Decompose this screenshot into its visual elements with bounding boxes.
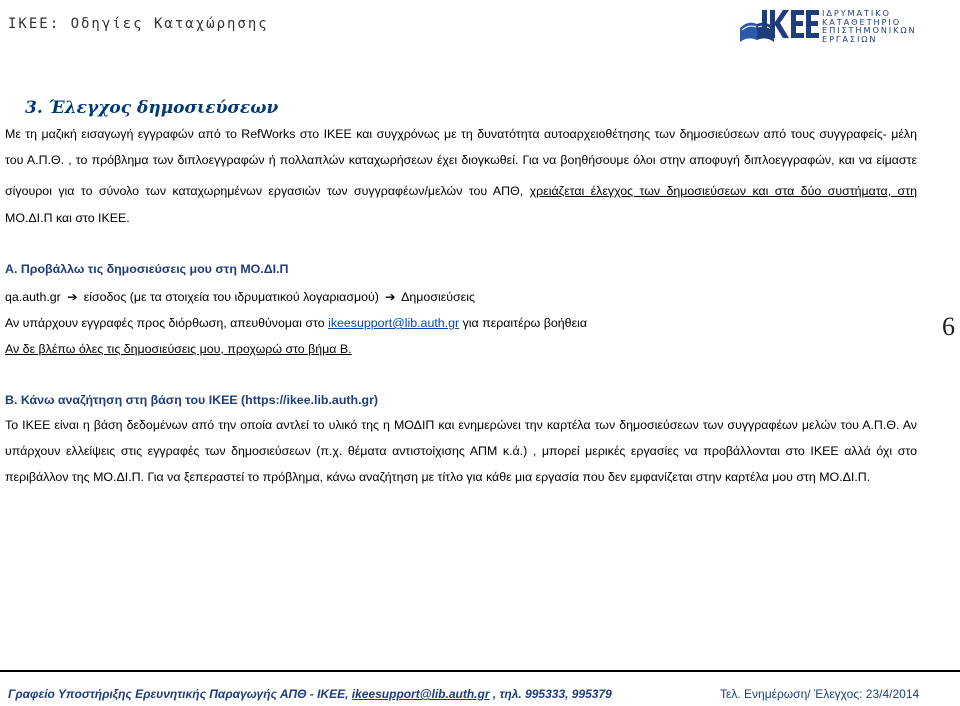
intro-line-2: του Α.Π.Θ. , το πρόβλημα των διπλοεγγραφών ή πολλαπλών καταχωρήσεων έχει διογκωθεί. Για να βοηθήσουμε όλοι στην αποφυγή διπλοεγγραφών, και να είμαστε [5,153,917,167]
intro-line-3 [5,184,917,198]
subsection-b-heading: Β. Κάνω αναζήτηση στη βάση του ΙΚΕΕ (https://ikee.lib.auth.gr) [5,393,379,407]
correction-text-after: για περαιτέρω βοήθεια [462,316,588,330]
footer-divider [0,670,960,672]
subsection-a-note: Αν δε βλέπω όλες τις δημοσιεύσεις μου, προχωρώ στο βήμα Β. [5,342,352,356]
footer-last-update: Τελ. Ενημέρωση/ Έλεγχος: 23/4/2014 [720,687,920,701]
nav-step-publications: Δημοσιεύσεις [401,290,475,304]
footer-contact-text: Γραφείο Υποστήριξης Ερευνητικής Παραγωγής ΑΠΘ - ΙΚΕΕ, [8,687,352,701]
ikee-logo [738,6,954,44]
intro-line-1: Με τη μαζική εισαγωγή εγγραφών από το RefWorks στο ΙΚΕΕ και συγχρόνως με τη δυνατότητα αυτοαρχειοθέτησης των δημοσιεύσεων από τους συγγραφείς- μέλη [5,127,917,141]
subsection-b-line-3: περιβάλλον της ΜΟ.ΔΙ.Π. Για να ξεπεραστεί το πρόβλημα, κάνω αναζήτηση με τίτλο για κάθε μια εργασία που δεν εμφανίζεται στην καρτέλα μου στη ΜΟ.ΔΙ.Π. [5,470,871,484]
intro-line-3-text: σίγουροι για το σύνολο των καταχωρημένων εργασιών των συγγραφέων/μελών του ΑΠΘ, [5,184,524,198]
correction-text-before: Αν υπάρχουν εγγραφές προς διόρθωση, απευθύνομαι στο [5,316,325,330]
ikee-logo-mark-icon [738,6,820,44]
subsection-a-heading: Α. Προβάλλω τις δημοσιεύσεις μου στη ΜΟ.ΔΙ.Π [5,262,289,276]
navigation-path [5,289,475,304]
footer-contact [8,687,612,701]
nav-step-login: είσοδος (με τα στοιχεία του ιδρυματικού λογαριασμού) [83,290,379,304]
intro-line-3-emphasis: χρειάζεται έλεγχος των δημοσιεύσεων και στα δύο συστήματα, στη [529,184,917,198]
arrow-right-icon: ➔ [385,289,396,304]
subsection-b-line-2: υπάρχουν ελλείψεις στις εγγραφές των δημοσιεύσεων (π.χ. θέματα αντιστοίχισης ΑΠΜ κ.ά.) , μπορεί μερικές εργασίες να προβάλλονται στο ΙΚΕΕ αλλά όχι στο [5,444,917,458]
logo-line-2: ΚΑΤΑΘΕΤΗΡΙΟ [822,16,902,27]
page-number: 6 [942,312,955,341]
document-header-title: ΙΚΕΕ: Οδηγίες Καταχώρησης [8,16,269,32]
logo-line-4: ΕΡΓΑΣΙΩΝ [822,33,878,44]
subsection-b-line-1: Το ΙΚΕΕ είναι η βάση δεδομένων από την οποία αντλεί το υλικό της η ΜΟΔΙΠ και ενημερώνει την καρτέλα των δημοσιεύσεων των συγγραφέων μελών του Α.Π.Θ. Αν [5,418,917,432]
ikee-logo-wordmark [822,9,917,43]
section-heading: 3. Έλεγχος δημοσιεύσεων [25,98,279,118]
logo-line-1: ΙΔΡΥΜΑΤΙΚΟ [822,8,891,18]
footer-email-link[interactable]: ikeesupport@lib.auth.gr [351,687,490,701]
nav-start: qa.auth.gr [5,290,61,304]
logo-line-3: ΕΠΙΣΤΗΜΟΝΙΚΩΝ [822,25,917,36]
arrow-right-icon: ➔ [67,289,78,304]
intro-line-4: ΜΟ.ΔΙ.Π και στο ΙΚΕΕ. [5,211,130,225]
footer-phone: , τηλ. 995333, 995379 [489,687,612,701]
support-email-link[interactable]: ikeesupport@lib.auth.gr [328,316,460,330]
correction-line [5,316,587,330]
